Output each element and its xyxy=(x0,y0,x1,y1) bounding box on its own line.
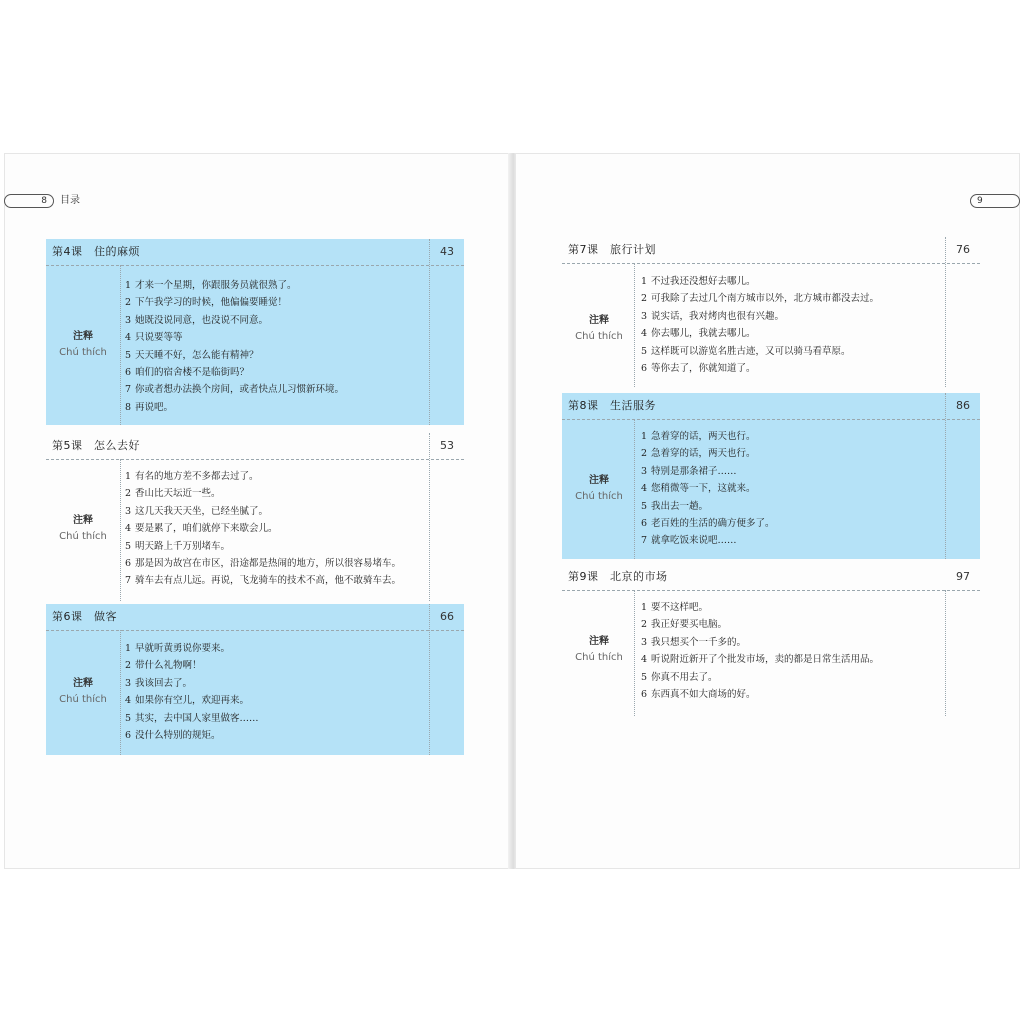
note-label-zh: 注释 xyxy=(73,515,93,526)
item-number: 4 xyxy=(125,695,132,707)
lesson-header xyxy=(46,239,464,266)
item-text: 才来一个星期，你跟服务员就很熟了。 xyxy=(135,280,297,291)
list-item xyxy=(641,445,775,462)
note-label-vi: Chú thích xyxy=(59,694,107,705)
note-label xyxy=(562,313,636,345)
item-text: 就拿吃饭来说吧…… xyxy=(651,535,737,547)
lesson-page-number: 53 xyxy=(440,439,454,452)
item-text: 急着穿的话，两天也行。 xyxy=(651,431,756,442)
item-number: 2 xyxy=(125,488,132,500)
item-text: 下午我学习的时候，他偏偏要睡觉！ xyxy=(135,297,288,309)
list-item xyxy=(641,532,775,549)
page-column-divider xyxy=(429,604,430,755)
lesson-title: 第5课 怎么去好 xyxy=(52,439,140,452)
item-text: 香山比天坛近一些。 xyxy=(135,488,221,500)
list-item xyxy=(125,538,401,555)
item-text: 等你去了，你就知道了。 xyxy=(651,363,756,375)
right-page-number-text: 9 xyxy=(977,196,983,206)
lesson-7-block xyxy=(562,237,980,387)
list-item xyxy=(125,572,401,589)
page-column-divider xyxy=(945,237,946,387)
list-item xyxy=(641,599,879,616)
list-item xyxy=(125,675,259,692)
item-number: 3 xyxy=(125,505,132,517)
list-item xyxy=(125,277,344,294)
item-text: 她既没说同意，也没说不同意。 xyxy=(135,314,269,326)
list-item xyxy=(125,692,259,709)
lesson-8-block xyxy=(562,393,980,559)
item-text: 早就听黄勇说你要来。 xyxy=(135,643,231,654)
item-number: 2 xyxy=(125,297,132,309)
item-text: 没什么特别的规矩。 xyxy=(135,730,221,742)
lesson-title: 第6课 做客 xyxy=(52,610,117,623)
list-item xyxy=(641,498,775,515)
note-label-vi: Chú thích xyxy=(575,331,623,342)
lesson-title: 第9课 北京的市场 xyxy=(568,570,668,583)
item-text: 老百姓的生活的确方便多了。 xyxy=(651,518,775,530)
item-number: 2 xyxy=(641,293,648,305)
note-label-zh: 注释 xyxy=(73,678,93,689)
list-item xyxy=(641,634,879,651)
item-number: 5 xyxy=(641,345,648,357)
list-item xyxy=(125,381,344,398)
item-text: 天天睡不好，怎么能有精神？ xyxy=(135,349,259,361)
list-item xyxy=(125,555,401,572)
label-column-divider xyxy=(120,630,121,755)
item-text: 咱们的宿舍楼不是临街吗？ xyxy=(135,367,250,379)
item-number: 1 xyxy=(641,431,648,442)
left-header-title: 目录 xyxy=(60,195,80,206)
note-label-vi: Chú thích xyxy=(59,531,107,542)
note-label-zh: 注释 xyxy=(73,331,93,342)
item-number: 3 xyxy=(125,677,132,689)
list-item xyxy=(641,343,879,360)
list-item xyxy=(125,520,401,537)
item-text: 那是因为故宫在市区，沿途都是热闹的地方，所以很容易堵车。 xyxy=(135,558,402,570)
item-number: 6 xyxy=(641,689,648,701)
lesson-header xyxy=(562,564,980,591)
item-number: 1 xyxy=(641,276,648,287)
item-number: 8 xyxy=(125,401,132,413)
page-column-divider xyxy=(429,239,430,425)
item-number: 2 xyxy=(641,448,648,460)
item-text: 我正好要买电脑。 xyxy=(651,619,728,631)
list-item xyxy=(125,312,344,329)
lesson-page-number: 66 xyxy=(440,610,454,623)
item-text: 要不这样吧。 xyxy=(651,602,709,613)
item-number: 1 xyxy=(641,602,648,613)
note-label xyxy=(562,473,636,505)
right-page-number xyxy=(970,194,1020,208)
list-item xyxy=(641,325,879,342)
lesson-page-number: 97 xyxy=(956,570,970,583)
lesson-5-block xyxy=(46,433,464,601)
note-list xyxy=(125,277,344,416)
item-text: 带什么礼物啊！ xyxy=(135,660,202,672)
lesson-header xyxy=(46,604,464,631)
item-number: 2 xyxy=(125,660,132,672)
list-item xyxy=(125,640,259,657)
item-text: 说实话，我对烤肉也很有兴趣。 xyxy=(651,310,785,322)
item-number: 4 xyxy=(641,654,648,666)
page-column-divider xyxy=(945,590,946,716)
item-number: 4 xyxy=(125,523,132,535)
list-item xyxy=(641,651,879,668)
left-page-number xyxy=(4,194,54,208)
note-label-zh: 注释 xyxy=(589,315,609,326)
lesson-6-block xyxy=(46,604,464,755)
lesson-title: 第4课 住的麻烦 xyxy=(52,245,140,258)
item-number: 7 xyxy=(125,575,132,587)
page-column-divider xyxy=(945,393,946,559)
item-text: 可我除了去过几个南方城市以外，北方城市都没去过。 xyxy=(651,293,880,305)
lesson-header xyxy=(46,433,464,460)
list-item xyxy=(125,399,344,416)
list-item xyxy=(641,480,775,497)
note-label xyxy=(46,676,120,708)
item-number: 3 xyxy=(641,636,648,648)
list-item xyxy=(125,657,259,674)
item-number: 2 xyxy=(641,619,648,631)
item-number: 6 xyxy=(641,363,648,375)
lesson-header xyxy=(562,237,980,264)
list-item xyxy=(125,329,344,346)
list-item xyxy=(125,503,401,520)
list-item xyxy=(641,669,879,686)
item-number: 5 xyxy=(641,500,648,512)
note-list xyxy=(125,640,259,744)
page-column-divider xyxy=(429,433,430,601)
label-column-divider xyxy=(120,459,121,601)
note-list xyxy=(641,273,879,377)
note-label-vi: Chú thích xyxy=(59,347,107,358)
lesson-title: 第8课 生活服务 xyxy=(568,399,656,412)
item-number: 5 xyxy=(125,540,132,552)
lesson-title: 第7课 旅行计划 xyxy=(568,243,656,256)
item-text: 你或者想办法换个房间，或者快点儿习惯新环境。 xyxy=(135,384,345,396)
item-text: 您稍微等一下，这就来。 xyxy=(651,483,756,495)
item-number: 1 xyxy=(125,643,132,654)
item-text: 骑车去有点儿远。再说，飞龙骑车的技术不高，他不敢骑车去。 xyxy=(135,575,402,587)
note-label xyxy=(46,329,120,361)
lesson-header xyxy=(562,393,980,420)
list-item xyxy=(641,308,879,325)
list-item xyxy=(641,686,879,703)
lesson-page-number: 86 xyxy=(956,399,970,412)
note-label-vi: Chú thích xyxy=(575,652,623,663)
item-number: 6 xyxy=(125,367,132,379)
note-label xyxy=(562,634,636,666)
item-text: 这几天我天天坐，已经坐腻了。 xyxy=(135,505,269,517)
item-text: 特别是那条裙子…… xyxy=(651,465,737,477)
list-item xyxy=(641,428,775,445)
list-item xyxy=(125,485,401,502)
item-number: 6 xyxy=(125,558,132,570)
lesson-9-block xyxy=(562,564,980,716)
note-list xyxy=(641,428,775,550)
item-text: 其实，去中国人家里做客…… xyxy=(135,712,259,724)
list-item xyxy=(641,360,879,377)
item-text: 我只想买个一千多的。 xyxy=(651,636,747,648)
item-number: 3 xyxy=(641,465,648,477)
note-list xyxy=(641,599,879,703)
item-number: 3 xyxy=(641,310,648,322)
item-text: 我该回去了。 xyxy=(135,677,193,689)
note-label-zh: 注释 xyxy=(589,475,609,486)
item-text: 只说要等等 xyxy=(135,332,183,344)
lesson-page-number: 76 xyxy=(956,243,970,256)
item-number: 5 xyxy=(641,671,648,683)
item-text: 你真不用去了。 xyxy=(651,671,718,683)
list-item xyxy=(125,347,344,364)
list-item xyxy=(641,290,879,307)
item-number: 5 xyxy=(125,349,132,361)
item-text: 这样既可以游览名胜古迹，又可以骑马看草原。 xyxy=(651,345,851,357)
list-item xyxy=(125,364,344,381)
item-text: 要是累了，咱们就停下来歇会儿。 xyxy=(135,523,278,535)
item-text: 我出去一趟。 xyxy=(651,500,709,512)
item-number: 4 xyxy=(641,328,648,340)
list-item xyxy=(641,463,775,480)
item-text: 你去哪儿，我就去哪儿。 xyxy=(651,328,756,340)
note-label-vi: Chú thích xyxy=(575,491,623,502)
item-number: 3 xyxy=(125,314,132,326)
list-item xyxy=(125,727,259,744)
label-column-divider xyxy=(120,265,121,425)
note-label xyxy=(46,513,120,545)
list-item xyxy=(125,294,344,311)
item-text: 东西真不如大商场的好。 xyxy=(651,689,756,701)
item-text: 急着穿的话，两天也行。 xyxy=(651,448,756,460)
left-page-number-text: 8 xyxy=(41,196,47,206)
item-number: 6 xyxy=(125,730,132,742)
item-text: 再说吧。 xyxy=(135,401,174,413)
list-item xyxy=(125,710,259,727)
note-label-zh: 注释 xyxy=(589,636,609,647)
lesson-page-number: 43 xyxy=(440,245,454,258)
list-item xyxy=(125,468,401,485)
list-item xyxy=(641,616,879,633)
note-list xyxy=(125,468,401,590)
item-number: 5 xyxy=(125,712,132,724)
item-text: 明天路上千万别堵车。 xyxy=(135,540,231,552)
item-text: 有名的地方差不多都去过了。 xyxy=(135,471,259,482)
item-number: 1 xyxy=(125,471,132,482)
item-number: 6 xyxy=(641,518,648,530)
item-number: 4 xyxy=(125,332,132,344)
item-text: 听说附近新开了个批发市场，卖的都是日常生活用品。 xyxy=(651,654,880,666)
list-item xyxy=(641,515,775,532)
item-number: 1 xyxy=(125,280,132,291)
item-text: 不过我还没想好去哪儿。 xyxy=(651,276,756,287)
item-number: 7 xyxy=(641,535,648,547)
lesson-4-block xyxy=(46,239,464,425)
item-number: 4 xyxy=(641,483,648,495)
list-item xyxy=(641,273,879,290)
item-text: 如果你有空儿，欢迎再来。 xyxy=(135,695,250,707)
item-number: 7 xyxy=(125,384,132,396)
